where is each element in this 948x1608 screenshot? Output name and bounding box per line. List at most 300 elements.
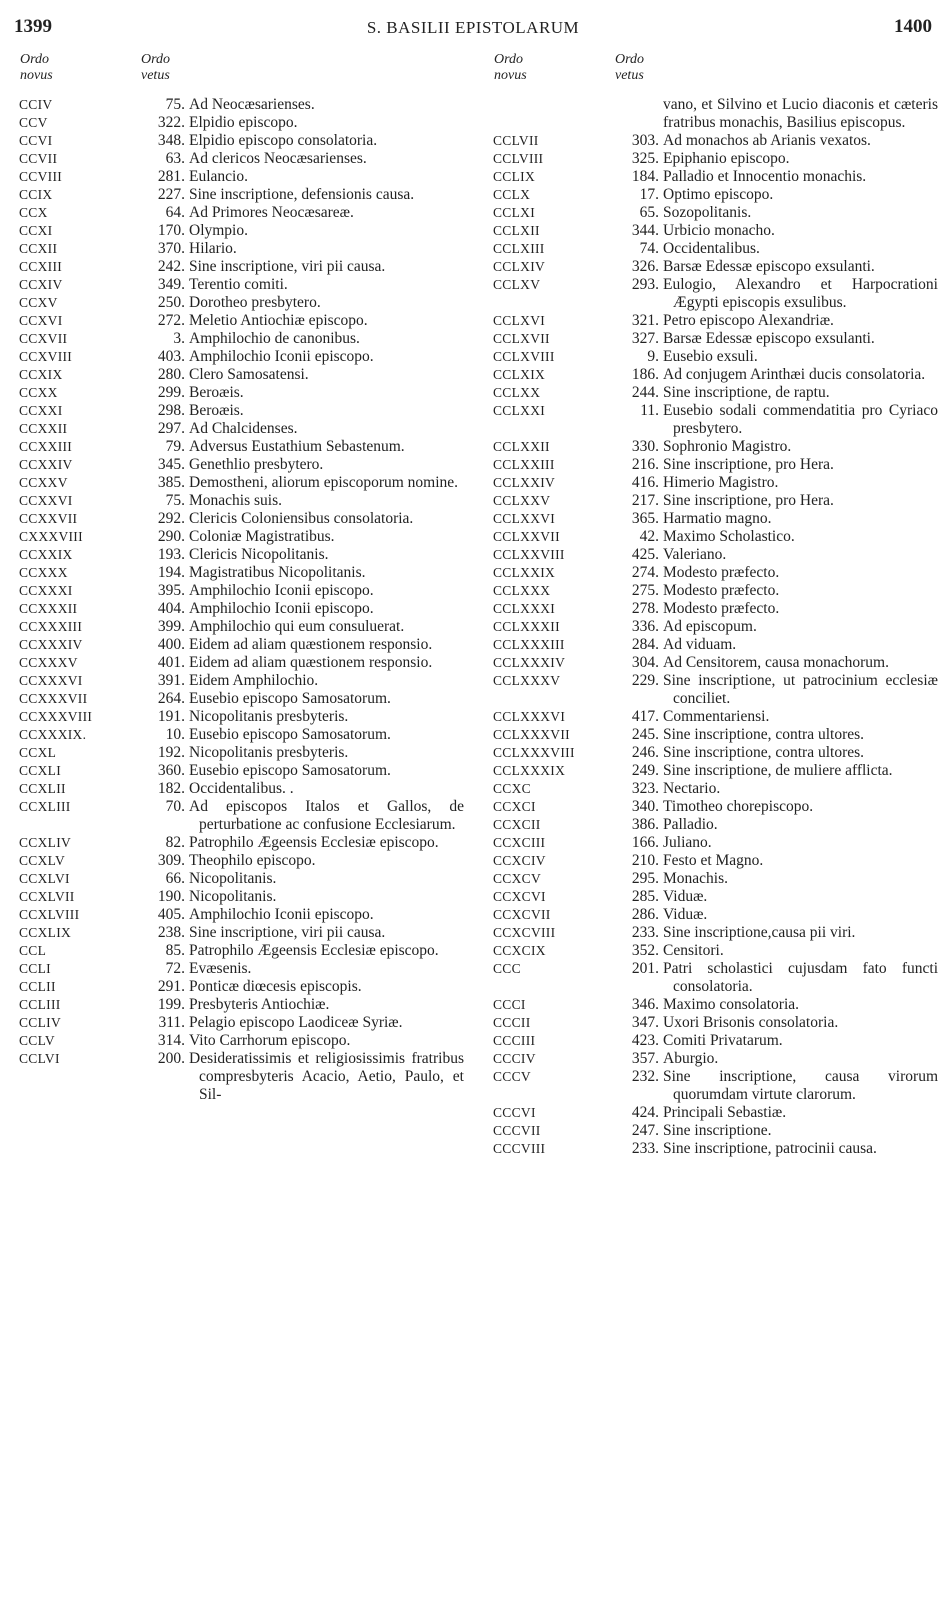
ordo-vetus-number: 327. — [631, 330, 659, 347]
letter-title: Eulogio, Alexandro et Harpocrationi Ægypti episcopis exsulibus. — [663, 276, 938, 311]
letter-title: Sozopolitanis. — [663, 204, 752, 221]
list-item — [14, 150, 464, 168]
ordo-novus-number: CCXXVII — [19, 511, 78, 526]
list-item — [14, 366, 464, 384]
ordo-vetus-number: 344. — [631, 222, 659, 239]
letter-title: Censitori. — [663, 942, 724, 959]
ordo-novus-number: CCXXIX — [19, 547, 73, 562]
entry-continuation: vano, et Silvino et Lucio diaconis et cæteris fratribus monachis, Basilius episcopus. — [663, 96, 938, 131]
letter-title: Sine inscriptione, patrocinii causa. — [663, 1140, 877, 1157]
ordo-novus-number: CCLX — [493, 187, 531, 202]
letter-title: Sine inscriptione, ut patrocinium ecclesiæ conciliet. — [663, 672, 938, 707]
ordo-novus-number: CCLXXXIV — [493, 655, 566, 670]
ordo-novus-number: CCXXII — [19, 421, 68, 436]
letter-title: Himerio Magistro. — [663, 474, 779, 491]
letter-title: Monachis suis. — [189, 492, 282, 509]
letter-title: Comiti Privatarum. — [663, 1032, 783, 1049]
letter-title: Beroæis. — [189, 402, 244, 419]
list-item — [14, 438, 464, 456]
ordo-vetus-number: 417. — [631, 708, 659, 725]
ordo-novus-number: CCLXXV — [493, 493, 551, 508]
ordo-vetus-number: 170. — [157, 222, 185, 239]
letter-title: Amphilochio Iconii episcopo. — [189, 600, 374, 617]
letter-title: Patrophilo Ægeensis Ecclesiæ episcopo. — [189, 942, 439, 959]
ordo-vetus-number: 285. — [631, 888, 659, 905]
ordo-novus-number: CCLXI — [493, 205, 535, 220]
ordo-novus-number: CCXLVI — [19, 871, 70, 886]
letter-title: Amphilochio qui eum consuluerat. — [189, 618, 405, 635]
list-item — [14, 384, 464, 402]
ordo-novus-number: CCXXXV — [19, 655, 78, 670]
ordo-novus-number: CCLXXVI — [493, 511, 556, 526]
letter-title: Sine inscriptione, de raptu. — [663, 384, 830, 401]
ordo-novus-number: CCIV — [19, 97, 53, 112]
letter-title: Amphilochio Iconii episcopo. — [189, 348, 374, 365]
list-item — [488, 528, 938, 546]
list-item — [488, 816, 938, 834]
list-item — [488, 1104, 938, 1122]
list-item — [14, 582, 464, 600]
ordo-vetus-number: 274. — [631, 564, 659, 581]
list-item — [14, 330, 464, 348]
list-item — [488, 456, 938, 474]
ordo-novus-number: CCLXXXVI — [493, 709, 566, 724]
ordo-novus-number: CCLXX — [493, 385, 541, 400]
ordo-novus-number: CCXCIV — [493, 853, 546, 868]
list-item — [14, 636, 464, 654]
ordo-novus-number: CCXXIII — [19, 439, 73, 454]
list-item — [488, 348, 938, 366]
ordo-vetus-number: 200. — [157, 1050, 185, 1067]
list-item — [14, 618, 464, 636]
letter-title: Sine inscriptione,causa pii viri. — [663, 924, 856, 941]
letter-title: Juliano. — [663, 834, 712, 851]
ordo-novus-number: CCLXV — [493, 277, 541, 292]
ordo-novus-number: CCXLVII — [19, 889, 75, 904]
ordo-novus-number: CCXCIII — [493, 835, 546, 850]
list-item — [14, 978, 464, 996]
ordo-vetus-number: 85. — [165, 942, 185, 959]
ordo-novus-number: CCXI — [19, 223, 53, 238]
ordo-novus-number: CCCVII — [493, 1123, 541, 1138]
list-item — [14, 96, 464, 114]
ordo-vetus-number: 184. — [631, 168, 659, 185]
ordo-vetus-number: 345. — [157, 456, 185, 473]
letter-title: Epiphanio episcopo. — [663, 150, 790, 167]
ordo-vetus-number: 275. — [631, 582, 659, 599]
list-item — [14, 258, 464, 276]
list-item — [14, 942, 464, 960]
ordo-vetus-number: 385. — [157, 474, 185, 491]
ordo-novus-number: CCLXIX — [493, 367, 546, 382]
ordo-vetus-number: 182. — [157, 780, 185, 797]
letter-title: Desideratissimis et religiosissimis fratribus compresbyteris Acacio, Aetio, Paulo, et Sil- — [189, 1050, 464, 1103]
list-item — [488, 1068, 938, 1104]
ordo-vetus-number: 303. — [631, 132, 659, 149]
ordo-vetus-number: 82. — [165, 834, 185, 851]
ordo-vetus-number: 216. — [631, 456, 659, 473]
list-item — [488, 870, 938, 888]
ordo-vetus-number: 292. — [157, 510, 185, 527]
ordo-vetus-number: 66. — [165, 870, 185, 887]
letter-title: Viduæ. — [663, 906, 708, 923]
list-item — [14, 1014, 464, 1032]
ordo-vetus-number: 233. — [631, 1140, 659, 1157]
ordo-vetus-number: 346. — [631, 996, 659, 1013]
ordo-novus-number: CCXCVI — [493, 889, 546, 904]
ordo-novus-number: CCL — [19, 943, 47, 958]
list-item — [14, 996, 464, 1014]
ordo-vetus-number: 299. — [157, 384, 185, 401]
ordo-novus-number: CCCI — [493, 997, 526, 1012]
ordo-vetus-number: 11. — [640, 402, 659, 419]
ordo-vetus-number: 340. — [631, 798, 659, 815]
list-item — [14, 834, 464, 852]
list-item — [488, 474, 938, 492]
list-item — [488, 960, 938, 996]
ordo-vetus-number: 424. — [631, 1104, 659, 1121]
list-item — [14, 708, 464, 726]
ordo-novus-number: CCVII — [19, 151, 58, 166]
letter-title: Uxori Brisonis consolatoria. — [663, 1014, 839, 1031]
letter-title: Beroæis. — [189, 384, 244, 401]
letter-title: Theophilo episcopo. — [189, 852, 316, 869]
column-headers-right — [488, 52, 938, 96]
ordo-vetus-number: 405. — [157, 906, 185, 923]
list-item — [488, 942, 938, 960]
letter-title: Urbicio monacho. — [663, 222, 775, 239]
ordo-vetus-number: 357. — [631, 1050, 659, 1067]
ordo-vetus-number: 74. — [639, 240, 659, 257]
list-item — [488, 996, 938, 1014]
list-item — [488, 924, 938, 942]
ordo-novus-number: CCCVI — [493, 1105, 536, 1120]
list-item — [488, 564, 938, 582]
list-item — [14, 762, 464, 780]
ordo-vetus-number: 322. — [157, 114, 185, 131]
letter-title: Coloniæ Magistratibus. — [189, 528, 335, 545]
letter-title: Vito Carrhorum episcopo. — [189, 1032, 351, 1049]
list-item — [14, 474, 464, 492]
letter-title: Modesto præfecto. — [663, 582, 780, 599]
ordo-novus-number: CCLXXXII — [493, 619, 560, 634]
letter-title: Ad clericos Neocæsarienses. — [189, 150, 367, 167]
letter-title: Amphilochio Iconii episcopo. — [189, 582, 374, 599]
ordo-novus-number: CCXCII — [493, 817, 541, 832]
list-item — [488, 726, 938, 744]
ordo-vetus-number: 75. — [165, 492, 185, 509]
letter-title: Nicopolitanis. — [189, 888, 277, 905]
list-item — [488, 798, 938, 816]
ordo-novus-number: CCXII — [19, 241, 58, 256]
ordo-vetus-number: 286. — [631, 906, 659, 923]
ordo-vetus-number: 272. — [157, 312, 185, 329]
list-item — [488, 510, 938, 528]
ordo-novus-number: CCLXXIX — [493, 565, 556, 580]
ordo-vetus-number: 295. — [631, 870, 659, 887]
list-item — [14, 402, 464, 420]
list-item — [488, 1032, 938, 1050]
ordo-vetus-number: 9. — [647, 348, 659, 365]
letter-title: Nectario. — [663, 780, 721, 797]
ordo-novus-number: CCXLI — [19, 763, 61, 778]
ordo-novus-number: CCLVII — [493, 133, 539, 148]
list-item — [14, 510, 464, 528]
letter-title: Eidem ad aliam quæstionem responsio. — [189, 636, 433, 653]
ordo-vetus-number: 291. — [157, 978, 185, 995]
ordo-novus-number: CCCV — [493, 1069, 531, 1084]
ordo-vetus-number: 65. — [639, 204, 659, 221]
ordo-vetus-number: 370. — [157, 240, 185, 257]
letter-title: Barsæ Edessæ episcopo exsulanti. — [663, 258, 875, 275]
letter-title: Commentariensi. — [663, 708, 770, 725]
letter-title: Clericis Coloniensibus consolatoria. — [189, 510, 414, 527]
ordo-novus-number: CCXXI — [19, 403, 63, 418]
list-item — [488, 744, 938, 762]
ordo-novus-heading: Ordo novus — [494, 52, 527, 83]
left-entry-list — [14, 96, 464, 1104]
letter-title: Ad viduam. — [663, 636, 737, 653]
letter-title: Eusebio episcopo Samosatorum. — [189, 690, 391, 707]
list-item — [14, 906, 464, 924]
list-item — [14, 798, 464, 834]
ordo-novus-number: CCVIII — [19, 169, 63, 184]
ordo-vetus-number: 336. — [631, 618, 659, 635]
ordo-vetus-number: 249. — [631, 762, 659, 779]
list-item — [14, 690, 464, 708]
ordo-vetus-number: 194. — [157, 564, 185, 581]
ordo-novus-number: CCXVIII — [19, 349, 73, 364]
list-item — [14, 114, 464, 132]
letter-title: Elpidio episcopo consolatoria. — [189, 132, 378, 149]
ordo-vetus-number: 193. — [157, 546, 185, 563]
ordo-vetus-number: 217. — [631, 492, 659, 509]
list-item — [488, 1014, 938, 1032]
ordo-vetus-number: 416. — [631, 474, 659, 491]
letter-title: Ad Primores Neocæsareæ. — [189, 204, 354, 221]
letter-title: Sine inscriptione, contra ultores. — [663, 744, 865, 761]
list-item — [488, 150, 938, 168]
ordo-vetus-number: 70. — [165, 798, 185, 815]
letter-title: Magistratibus Nicopolitanis. — [189, 564, 366, 581]
ordo-vetus-number: 348. — [157, 132, 185, 149]
list-item — [14, 222, 464, 240]
ordo-vetus-number: 325. — [631, 150, 659, 167]
list-item — [14, 600, 464, 618]
ordo-novus-number: CCXIX — [19, 367, 63, 382]
ordo-vetus-number: 293. — [631, 276, 659, 293]
ordo-novus-number: CCXLIV — [19, 835, 72, 850]
letter-title: Principali Sebastiæ. — [663, 1104, 787, 1121]
ordo-novus-number: CCLI — [19, 961, 51, 976]
letter-title: Palladio et Innocentio monachis. — [663, 168, 867, 185]
list-item — [488, 762, 938, 780]
ordo-vetus-number: 284. — [631, 636, 659, 653]
list-item — [14, 132, 464, 150]
ordo-novus-number: CCLIV — [19, 1015, 61, 1030]
ordo-vetus-number: 229. — [631, 672, 659, 689]
list-item — [14, 744, 464, 762]
ordo-vetus-number: 297. — [157, 420, 185, 437]
letter-title: Ponticæ diœcesis episcopis. — [189, 978, 362, 995]
ordo-novus-number: CCLII — [19, 979, 56, 994]
list-item — [488, 366, 938, 384]
ordo-novus-number: CCXXV — [19, 475, 68, 490]
ordo-novus-number: CCXXVI — [19, 493, 73, 508]
ordo-novus-number: CCLXXII — [493, 439, 550, 454]
ordo-vetus-number: 311. — [158, 1014, 185, 1031]
ordo-vetus-number: 347. — [631, 1014, 659, 1031]
ordo-vetus-number: 64. — [165, 204, 185, 221]
ordo-novus-number: CCXLIII — [19, 799, 71, 814]
list-item — [14, 456, 464, 474]
ordo-novus-number: CCXXXVII — [19, 691, 88, 706]
letter-title: Evæsenis. — [189, 960, 252, 977]
list-item — [488, 492, 938, 510]
list-item — [14, 654, 464, 672]
letter-title: Viduæ. — [663, 888, 708, 905]
letter-title: Amphilochio de canonibus. — [189, 330, 360, 347]
letter-title: Elpidio episcopo. — [189, 114, 298, 131]
running-header — [14, 16, 932, 42]
ordo-vetus-number: 280. — [157, 366, 185, 383]
ordo-vetus-number: 245. — [631, 726, 659, 743]
ordo-novus-number: CCXLVIII — [19, 907, 80, 922]
ordo-novus-number: CCCIV — [493, 1051, 536, 1066]
list-item — [488, 834, 938, 852]
list-item — [488, 222, 938, 240]
list-item — [14, 564, 464, 582]
list-item — [14, 492, 464, 510]
letter-title: Dorotheo presbytero. — [189, 294, 321, 311]
ordo-vetus-number: 166. — [631, 834, 659, 851]
list-item — [14, 528, 464, 546]
letter-title: Ad episcopos Italos et Gallos, de perturbatione ac confusione Ecclesiarum. — [189, 798, 464, 833]
list-item — [488, 1140, 938, 1158]
ordo-vetus-number: 63. — [165, 150, 185, 167]
letter-title: Sine inscriptione, causa virorum quorumdam virtute clarorum. — [663, 1068, 938, 1103]
ordo-vetus-number: 330. — [631, 438, 659, 455]
ordo-novus-number: CCLXXXI — [493, 601, 556, 616]
list-item — [14, 168, 464, 186]
letter-title: Eidem ad aliam quæstionem responsio. — [189, 654, 433, 671]
letter-title: Nicopolitanis presbyteris. — [189, 744, 349, 761]
ordo-vetus-number: 304. — [631, 654, 659, 671]
ordo-vetus-number: 395. — [157, 582, 185, 599]
ordo-novus-number: CCXLII — [19, 781, 66, 796]
list-item — [488, 708, 938, 726]
letter-title: Valeriano. — [663, 546, 727, 563]
ordo-novus-number: CCXCVII — [493, 907, 551, 922]
ordo-novus-number: CCXXIV — [19, 457, 73, 472]
letter-title: Sine inscriptione, viri pii causa. — [189, 258, 386, 275]
list-item — [488, 618, 938, 636]
list-item — [488, 888, 938, 906]
list-item — [488, 330, 938, 348]
list-item — [14, 276, 464, 294]
ordo-novus-number: CCXXXIII — [19, 619, 83, 634]
list-item — [488, 636, 938, 654]
list-item — [488, 240, 938, 258]
ordo-novus-number: CCXX — [19, 385, 58, 400]
ordo-novus-number: CCXCVIII — [493, 925, 556, 940]
ordo-vetus-number: 199. — [157, 996, 185, 1013]
ordo-novus-number: CCLXIII — [493, 241, 545, 256]
letter-title: Patri scholastici cujusdam fato functi consolatoria. — [663, 960, 938, 995]
ordo-novus-number: CCLVIII — [493, 151, 544, 166]
letter-title: Nicopolitanis presbyteris. — [189, 708, 349, 725]
ordo-novus-number: CCXCIX — [493, 943, 546, 958]
list-item — [14, 204, 464, 222]
ordo-vetus-number: 404. — [157, 600, 185, 617]
list-item — [14, 348, 464, 366]
letter-title: Ad monachos ab Arianis vexatos. — [663, 132, 871, 149]
ordo-vetus-number: 403. — [157, 348, 185, 365]
list-item — [488, 132, 938, 150]
ordo-vetus-number: 264. — [157, 690, 185, 707]
list-item — [488, 600, 938, 618]
ordo-novus-number: CCLXVIII — [493, 349, 555, 364]
ordo-vetus-number: 238. — [157, 924, 185, 941]
letter-title: Eulancio. — [189, 168, 248, 185]
ordo-novus-number: CCCIII — [493, 1033, 536, 1048]
ordo-vetus-number: 281. — [157, 168, 185, 185]
ordo-novus-number: CCXXXI — [19, 583, 73, 598]
ordo-vetus-number: 365. — [631, 510, 659, 527]
letter-title: Festo et Magno. — [663, 852, 764, 869]
list-item — [488, 168, 938, 186]
ordo-vetus-number: 72. — [165, 960, 185, 977]
ordo-novus-number: CCXXX — [19, 565, 68, 580]
ordo-vetus-number: 290. — [157, 528, 185, 545]
list-item — [488, 852, 938, 870]
ordo-vetus-number: 323. — [631, 780, 659, 797]
ordo-vetus-number: 210. — [631, 852, 659, 869]
list-item — [488, 204, 938, 222]
ordo-novus-number: CCCVIII — [493, 1141, 546, 1156]
letter-title: Sine inscriptione. — [663, 1122, 772, 1139]
letter-title: Sine inscriptione, de muliere afflicta. — [663, 762, 893, 779]
ordo-vetus-number: 186. — [631, 366, 659, 383]
ordo-novus-number: CCIX — [19, 187, 53, 202]
list-item — [14, 924, 464, 942]
ordo-vetus-number: 278. — [631, 600, 659, 617]
letter-title: Genethlio presbytero. — [189, 456, 324, 473]
ordo-vetus-number: 314. — [157, 1032, 185, 1049]
list-item — [14, 186, 464, 204]
letter-title: Hilario. — [189, 240, 237, 257]
ordo-novus-number: CCLXXIV — [493, 475, 556, 490]
ordo-novus-number: CCXXXIV — [19, 637, 83, 652]
page-number-right: 1400 — [894, 16, 932, 37]
ordo-novus-number: CCXCV — [493, 871, 542, 886]
list-item — [14, 1032, 464, 1050]
letter-title: Clero Samosatensi. — [189, 366, 309, 383]
list-item — [488, 1050, 938, 1068]
ordo-novus-number: CCXLV — [19, 853, 66, 868]
ordo-novus-heading: Ordo novus — [20, 52, 53, 83]
list-item — [14, 312, 464, 330]
letter-title: Timotheo chorepiscopo. — [663, 798, 814, 815]
ordo-novus-number: CCLIX — [493, 169, 535, 184]
ordo-vetus-number: 10. — [165, 726, 185, 743]
ordo-vetus-heading: Ordo vetus — [615, 52, 645, 83]
list-item — [488, 276, 938, 312]
letter-title: Patrophilo Ægeensis Ecclesiæ episcopo. — [189, 834, 439, 851]
ordo-novus-number: CCX — [19, 205, 48, 220]
ordo-novus-number: CCLXXVII — [493, 529, 560, 544]
letter-title: Ad Neocæsarienses. — [189, 96, 315, 113]
